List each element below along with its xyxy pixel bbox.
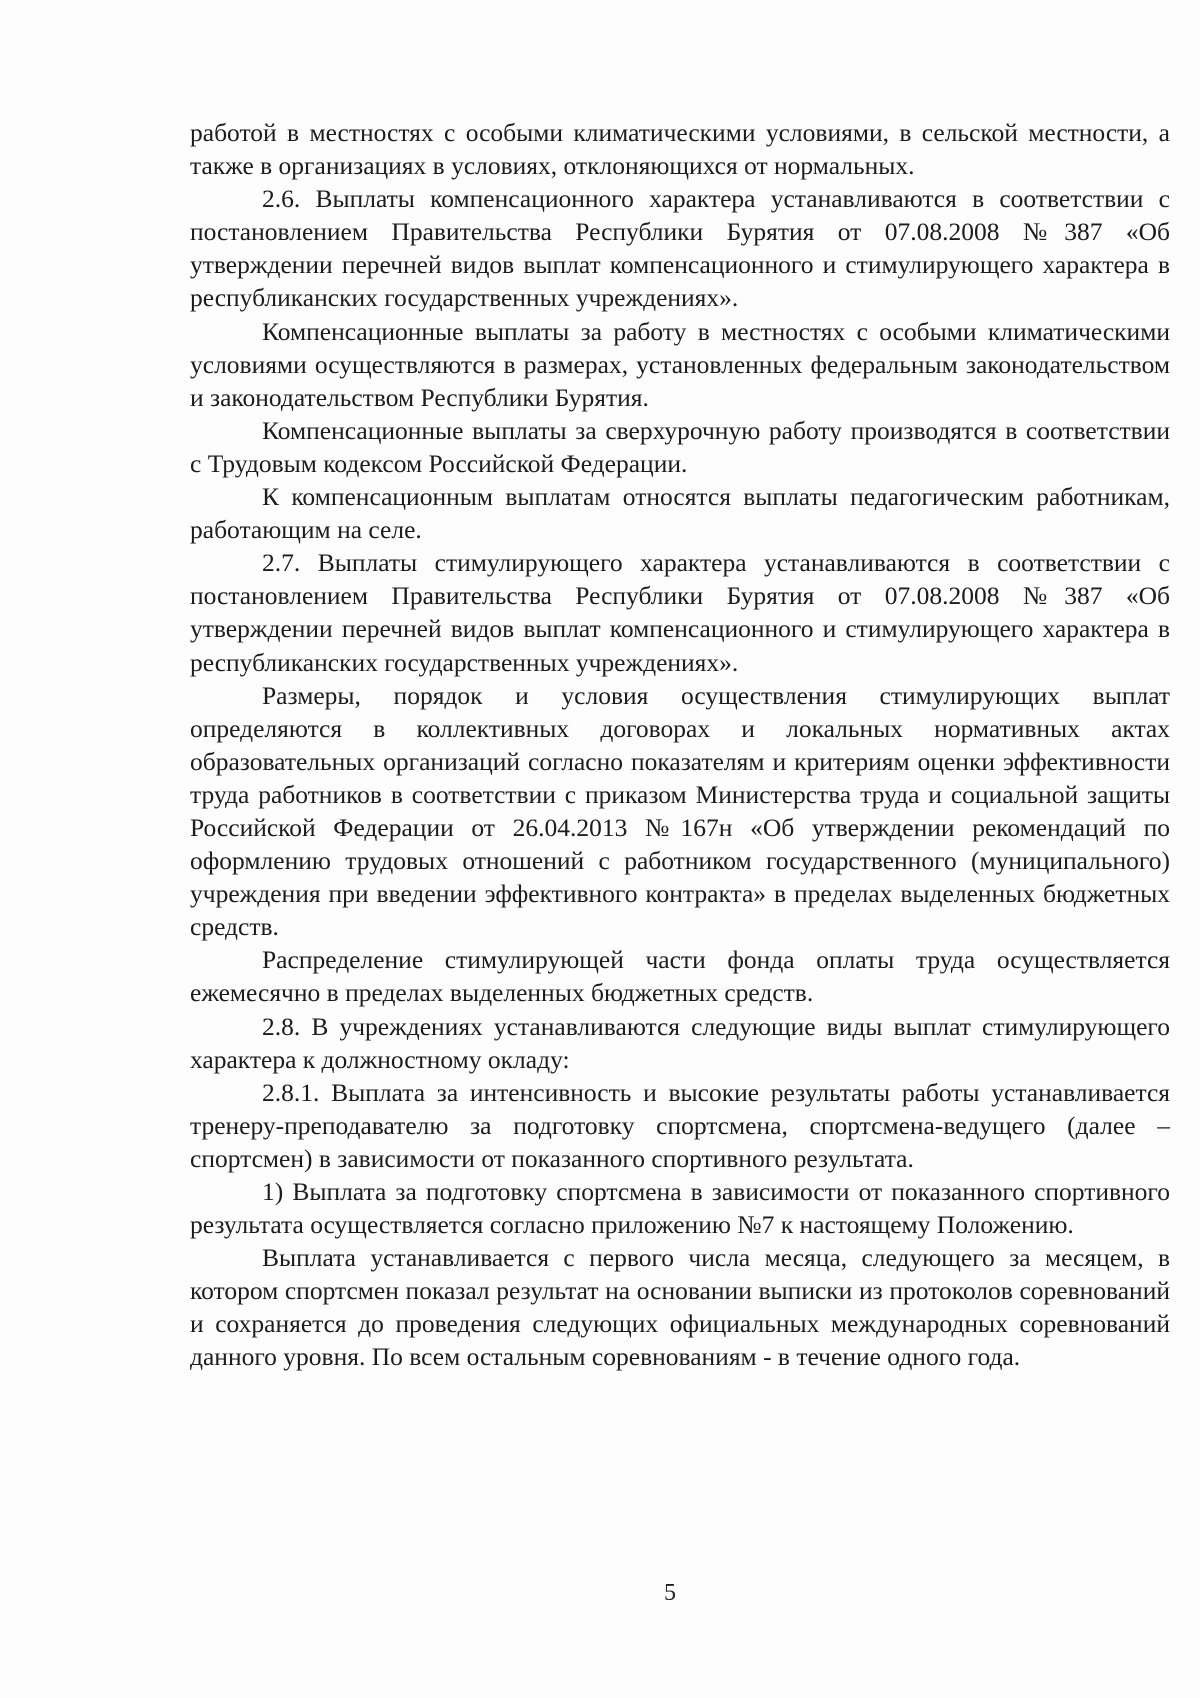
document-body bbox=[190, 116, 1170, 1374]
paragraph-payment-period: Выплата устанавливается с первого числа месяца, следующего за месяцем, в котором спортсмен показал результат на основании выписки из протоколов соревнований и сохраняется до проведения следующих официальных международных соревнований данного уровня. По всем остальным соревнованиям - в течение одного года. bbox=[190, 1243, 1170, 1372]
paragraph-2-8: 2.8. В учреждениях устанавливаются следующие виды выплат стимулирующего характера к должностному окладу: bbox=[190, 1011, 1170, 1074]
paragraph-item-1: 1) Выплата за подготовку спортсмена в зависимости от показанного спортивного результата осуществляется согласно приложению №7 к настоящему Положению. bbox=[190, 1177, 1170, 1240]
page-number: 5 bbox=[664, 1580, 676, 1606]
paragraph-2-8-1: 2.8.1. Выплата за интенсивность и высокие результаты работы устанавливается тренеру-преподавателю за подготовку спортсмена, спортсмена-ведущего (далее – спортсмен) в зависимости от показанного спортивного результата. bbox=[190, 1077, 1170, 1173]
paragraph-2-6: 2.6. Выплаты компенсационного характера устанавливаются в соответствии с постановлением Правительства Республики Бурятия от 07.08.2008 №387 «Об утверждении перечней видов выплат компенсационного и стимулирующего характера в республиканских государственных учреждениях». bbox=[190, 184, 1170, 313]
paragraph-rural-teachers: К компенсационным выплатам относятся выплаты педагогическим работникам, работающим на селе. bbox=[190, 482, 1170, 545]
paragraph-fund-distribution: Распределение стимулирующей части фонда оплаты труда осуществляется ежемесячно в пределах выделенных бюджетных средств. bbox=[190, 945, 1170, 1008]
paragraph-stimulating-sizes: Размеры, порядок и условия осуществления стимулирующих выплат определяются в коллективных договорах и локальных нормативных актах образовательных организаций согласно показателям и критериям оценки эффективности труда работников в соответствии с приказом Министерства труда и социальной защиты Российской Федерации от 26.04.2013 №167н «Об утверждении рекомендаций по оформлению трудовых отношений с работником государственного (муниципального) учреждения при введении эффективного контракта» в пределах выделенных бюджетных средств. bbox=[190, 680, 1170, 942]
paragraph-overtime-payments: Компенсационные выплаты за сверхурочную работу производятся в соответствии с Трудовым кодексом Российской Федерации. bbox=[190, 415, 1170, 478]
paragraph-2-7: 2.7. Выплаты стимулирующего характера устанавливаются в соответствии с постановлением Правительства Республики Бурятия от 07.08.2008 №387 «Об утверждении перечней видов выплат компенсационного и стимулирующего характера в республиканских государственных учреждениях». bbox=[190, 548, 1170, 677]
paragraph-continuation: работой в местностях с особыми климатическими условиями, в сельской местности, а также в организациях в условиях, отклоняющихся от нормальных. bbox=[190, 118, 1170, 181]
paragraph-climate-payments: Компенсационные выплаты за работу в местностях с особыми климатическими условиями осуществляются в размерах, установленных федеральным законодательством и законодательством Республики Бурятия. bbox=[190, 316, 1170, 412]
